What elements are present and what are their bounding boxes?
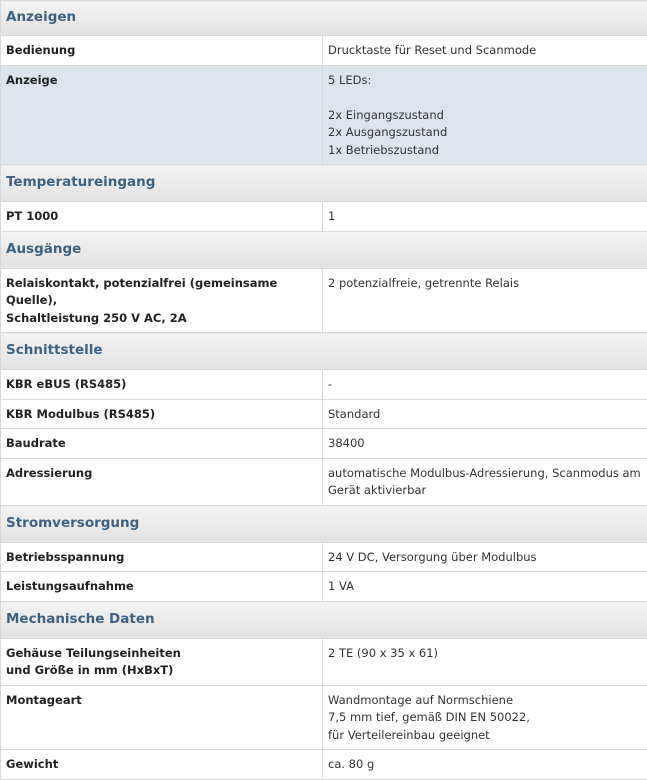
table-row	[1, 202, 647, 232]
row-value: 2 TE (90 x 35 x 61)	[323, 638, 647, 685]
row-value: ca. 80 g	[323, 750, 647, 780]
section-header-anzeigen	[1, 1, 647, 36]
section-title: Anzeigen	[1, 1, 647, 36]
row-value: 2 potenzialfreie, getrennte Relais	[323, 268, 647, 333]
section-header-ausgaenge	[1, 231, 647, 268]
table-row	[1, 458, 647, 505]
section-header-mechanische-daten	[1, 601, 647, 638]
table-row	[1, 429, 647, 459]
row-label: Gehäuse Teilungseinheiten und Größe in mm (HxBxT)	[1, 638, 323, 685]
section-title: Ausgänge	[1, 231, 647, 268]
row-value: automatische Modulbus-Adressierung, Scanmodus am Gerät aktivierbar	[323, 458, 647, 505]
section-header-stromversorgung	[1, 505, 647, 542]
row-label: Bedienung	[1, 36, 323, 66]
section-title: Stromversorgung	[1, 505, 647, 542]
table-row	[1, 542, 647, 572]
section-header-schnittstelle	[1, 333, 647, 370]
row-label: Betriebsspannung	[1, 542, 323, 572]
row-label: Gewicht	[1, 750, 323, 780]
row-label: Baudrate	[1, 429, 323, 459]
row-label: Montageart	[1, 685, 323, 750]
row-value: 1 VA	[323, 572, 647, 602]
row-label: Relaiskontakt, potenzialfrei (gemeinsame Quelle), Schaltleistung 250 V AC, 2A	[1, 268, 323, 333]
row-value: Wandmontage auf Normschiene 7,5 mm tief, gemäß DIN EN 50022, für Verteilereinbau geeignet	[323, 685, 647, 750]
table-row	[1, 638, 647, 685]
row-value: 24 V DC, Versorgung über Modulbus	[323, 542, 647, 572]
row-value: 1	[323, 202, 647, 232]
row-value: -	[323, 370, 647, 400]
table-row	[1, 572, 647, 602]
table-row	[1, 685, 647, 750]
section-title: Temperatureingang	[1, 165, 647, 202]
section-title: Mechanische Daten	[1, 601, 647, 638]
row-label: Anzeige	[1, 65, 323, 165]
row-value: Drucktaste für Reset und Scanmode	[323, 36, 647, 66]
row-label: KBR Modulbus (RS485)	[1, 399, 323, 429]
row-label: KBR eBUS (RS485)	[1, 370, 323, 400]
row-label: Adressierung	[1, 458, 323, 505]
section-header-temperatureingang	[1, 165, 647, 202]
table-row	[1, 36, 647, 66]
row-label: PT 1000	[1, 202, 323, 232]
table-row	[1, 268, 647, 333]
table-row	[1, 750, 647, 780]
table-row	[1, 399, 647, 429]
section-title: Schnittstelle	[1, 333, 647, 370]
row-value: Standard	[323, 399, 647, 429]
row-value: 38400	[323, 429, 647, 459]
row-label: Leistungsaufnahme	[1, 572, 323, 602]
table-row	[1, 370, 647, 400]
row-value: 5 LEDs: 2x Eingangszustand 2x Ausgangszustand 1x Betriebszustand	[323, 65, 647, 165]
table-row-highlighted	[1, 65, 647, 165]
